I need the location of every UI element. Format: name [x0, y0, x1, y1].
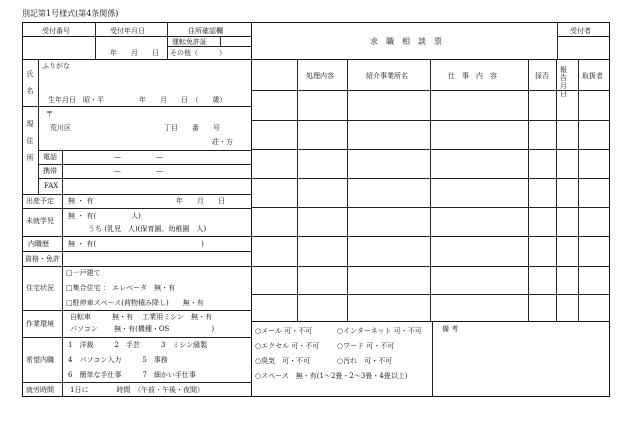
- desired-work-line2: 4 パソコン入力 5 事務: [68, 356, 168, 364]
- opt-mail: ○メール 可・不可: [255, 327, 313, 335]
- receiver-label: 受付者: [570, 27, 591, 35]
- mobile-dash: — —: [114, 167, 163, 175]
- desired-work-label: 希望内職: [26, 356, 54, 364]
- phone-label: 電話: [43, 153, 57, 161]
- fax-label: FAX: [44, 182, 59, 190]
- housing-opt3: □駐停車スペース(荷物積み降し) 無・有: [66, 299, 204, 307]
- reception-number-label: 受付番号: [42, 27, 70, 35]
- other-id-label: その他（ ）: [170, 49, 226, 57]
- children-label: 未就学児: [26, 217, 54, 225]
- children-line1: 無 ・ 有( 人): [68, 212, 141, 220]
- col-acceptance: 採否: [535, 72, 549, 80]
- address-label: 現住所: [26, 120, 34, 171]
- opt-word: ○ワード 可・不可: [337, 342, 395, 350]
- housing-label: 住宅状況: [26, 284, 54, 292]
- reception-date-ymd: 年 月 日: [110, 49, 159, 57]
- due-date-ymd: 年 月 日: [176, 197, 225, 205]
- col-processing: 処理内容: [306, 72, 334, 80]
- opt-dirt: ○汚れ 可・不可: [337, 357, 393, 365]
- desired-work-line1: 1 洋裁 2 手芸 3 ミシン縫製: [68, 341, 208, 349]
- postal-mark: 〒: [46, 110, 53, 118]
- col-job-content: 仕 事 内 容: [448, 72, 497, 80]
- birth-date-line: 生年月日 昭・平 年 月 日 （ 歳）: [48, 96, 227, 104]
- work-env-label: 作業環境: [26, 320, 54, 328]
- chome-line: 丁目 番 号: [164, 124, 220, 132]
- employment-history-value: 無 ・ 有( ): [68, 240, 204, 248]
- name-label: 氏名: [26, 70, 34, 104]
- opt-odor: ○臭気 可・不可: [255, 357, 311, 365]
- so-line: 荘・方: [212, 138, 233, 146]
- remarks-label: 備 考: [442, 325, 459, 333]
- opt-internet: ○インターネット 可・不可: [337, 327, 422, 335]
- work-env-line1: 自転車 無・有 工業用ミシン 無・有: [70, 313, 213, 321]
- form-number: 別記第1号様式(第4条関係): [22, 9, 119, 18]
- desired-work-line3: 6 簡単な手仕事 7 細かい手仕事: [68, 371, 196, 379]
- due-date-label: 出産予定: [26, 197, 54, 205]
- employment-history-label: 内職歴: [28, 240, 49, 248]
- mobile-label: 携帯: [43, 167, 57, 175]
- housing-opt2: □集合住宅 ： エレベータ 無・有: [66, 284, 176, 292]
- consultation-title: 求 職 相 談 票: [370, 37, 442, 46]
- children-line2: うち (乳児 人)(保育園、幼稚園 人): [88, 225, 207, 233]
- work-hours-label: 就労時間: [26, 386, 54, 394]
- housing-opt1: □一戸建て: [66, 269, 101, 277]
- qualifications-label: 資格・免許: [25, 255, 60, 263]
- reception-date-label: 受付年月日: [110, 27, 145, 35]
- opt-excel: ○エクセル 可・不可: [255, 342, 320, 350]
- furigana-label: ふりがな: [42, 62, 70, 70]
- phone-dash: — —: [114, 153, 163, 161]
- col-report-date: 報告月日: [560, 66, 567, 98]
- address-check-label: 住所確認欄: [188, 27, 223, 35]
- col-company: 紹介事業所名: [366, 72, 408, 80]
- license-label: 運転免許証: [172, 38, 207, 46]
- ward-name: 荒川区: [50, 124, 71, 132]
- work-env-line2: パソコン 無・有(機種・OS ): [70, 325, 215, 333]
- opt-space: ○スペース 無・有(1～2畳・2～3畳・4畳以上): [255, 372, 408, 380]
- due-date-value: 無 ・ 有: [68, 197, 94, 205]
- col-handler: 取扱者: [582, 72, 603, 80]
- work-hours-value: 1日に 時間 （午前・午後・夜間）: [70, 386, 204, 394]
